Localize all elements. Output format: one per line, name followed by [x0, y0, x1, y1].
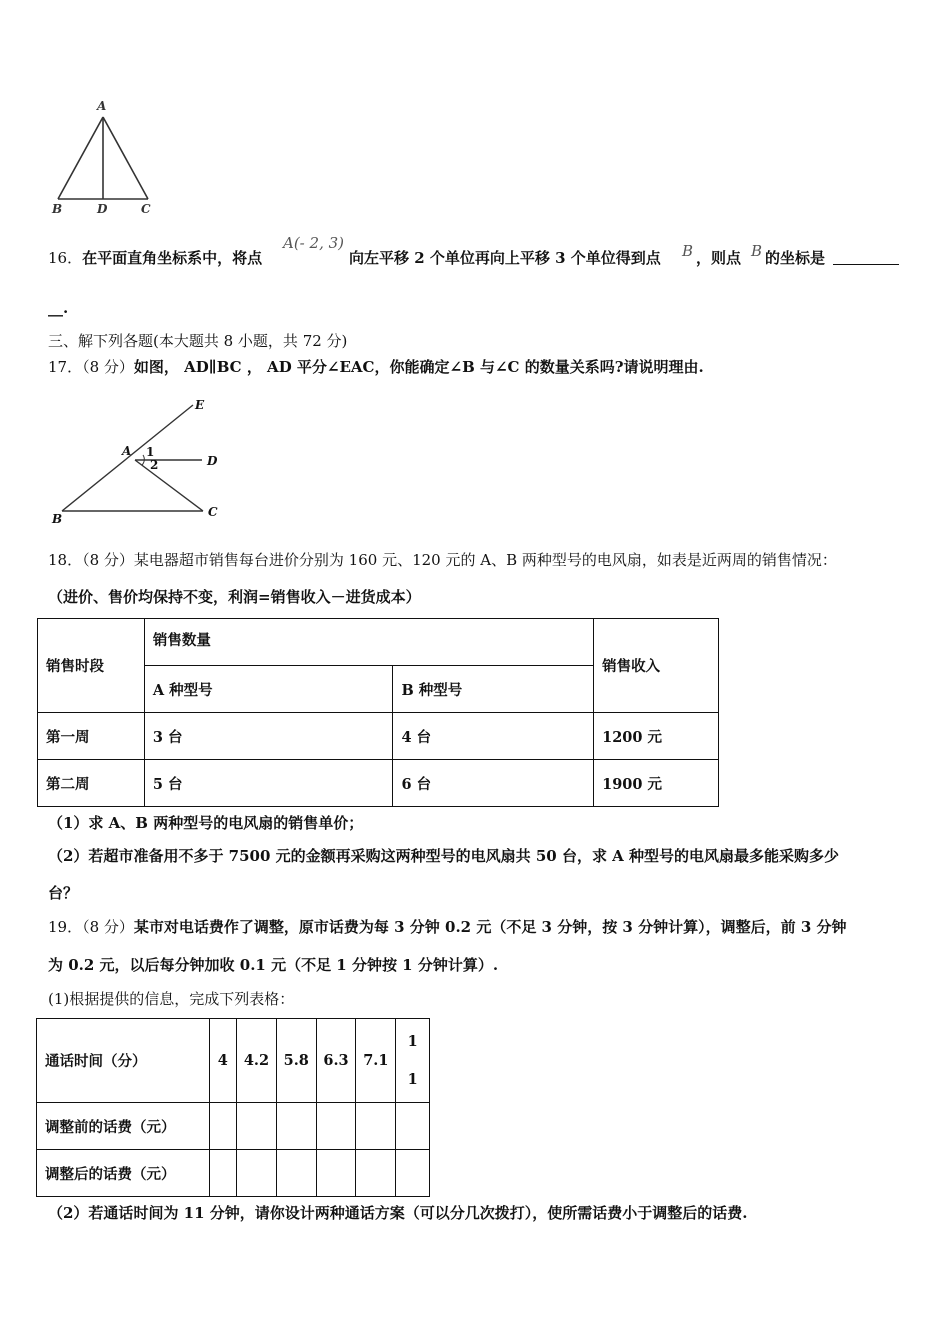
label-a: A	[97, 99, 107, 113]
table-row	[37, 1150, 430, 1197]
q16-text-2: 向左平移 2 个单位再向上平移 3 个单位得到点	[349, 249, 661, 267]
q18-note: （进价、售价均保持不变，利润=销售收入－进货成本）	[48, 588, 421, 606]
q16-point-a: A(- 2, 3)	[283, 234, 344, 252]
row-label-after: 调整后的话费（元）	[37, 1150, 210, 1197]
header-time: 通话时间（分）	[37, 1019, 210, 1103]
label-a: A	[122, 444, 132, 458]
q16-text-1: 在平面直角坐标系中，将点	[82, 249, 263, 267]
empty-cell	[209, 1150, 237, 1197]
table-row	[38, 713, 719, 760]
cell-a: 5 台	[144, 760, 393, 807]
header-qty: 销售数量	[144, 619, 593, 666]
q16-answer-blank	[833, 264, 899, 265]
segment-ab	[58, 117, 103, 199]
q18-sub2b: 台？	[48, 884, 79, 902]
q16-point-b: B	[682, 242, 694, 260]
q16-line	[48, 248, 262, 268]
label-d: D	[207, 454, 218, 468]
empty-cell	[316, 1103, 356, 1150]
q18-sales-table	[37, 618, 719, 807]
q19-line-1	[48, 917, 846, 937]
q16-blank-end: __.	[48, 299, 69, 317]
q19-score: （8 分）	[82, 918, 134, 936]
empty-cell	[316, 1150, 356, 1197]
header-period: 销售时段	[38, 619, 145, 713]
segment-ac	[135, 460, 203, 511]
angle-figure-eadbc	[45, 392, 235, 532]
header-type-a: A 种型号	[144, 666, 393, 713]
segment-ac	[103, 117, 148, 199]
label-c: C	[208, 505, 218, 519]
cell-b: 4 台	[393, 713, 594, 760]
empty-cell	[276, 1150, 316, 1197]
q16-number: 16．	[48, 249, 83, 267]
header-type-b: B 种型号	[393, 666, 594, 713]
time-digit-bottom: 1	[407, 1070, 418, 1088]
label-e: E	[195, 398, 205, 412]
q17-score: （8 分）	[82, 358, 134, 376]
triangle-figure-abd	[48, 96, 168, 221]
label-c: C	[141, 202, 151, 216]
q19-text-1: 某市对电话费作了调整，原市话费为每 3 分钟 0.2 元（不足 3 分钟，按 3 分钟计算），调整后，前 3 分钟	[133, 918, 847, 936]
time-cell: 4	[209, 1019, 237, 1103]
time-digit-top: 1	[407, 1032, 418, 1050]
time-cell: 6.3	[316, 1019, 356, 1103]
cell-b: 6 台	[393, 760, 594, 807]
time-cell-last	[396, 1019, 430, 1103]
label-d: D	[97, 202, 108, 216]
q18-sub2a: （2）若超市准备用不多于 7500 元的金额再采购这两种型号的电风扇共 50 台，求 A 种型号的电风扇最多能采购多少	[48, 847, 840, 865]
cell-a: 3 台	[144, 713, 393, 760]
segment-b-e	[62, 405, 193, 511]
time-cell: 7.1	[356, 1019, 396, 1103]
q19-text-2: 为 0.2 元，以后每分钟加收 0.1 元（不足 1 分钟按 1 分钟计算）.	[48, 956, 499, 974]
label-b: B	[52, 512, 63, 526]
label-angle-2: 2	[150, 458, 159, 472]
time-cell: 4.2	[237, 1019, 277, 1103]
row-label: 第一周	[38, 713, 145, 760]
q19-number: 19．	[48, 918, 83, 936]
label-angle-1: 1	[146, 445, 155, 459]
cell-revenue: 1200 元	[594, 713, 719, 760]
label-b: B	[52, 202, 63, 216]
q18-sub1: （1）求 A、B 两种型号的电风扇的销售单价；	[48, 814, 364, 832]
q17-line	[48, 357, 704, 377]
q18-score: （8 分）	[82, 551, 134, 569]
q18-text: 某电器超市销售每台进价分别为 160 元、120 元的 A、B 两种型号的电风扇，如表是近两周的销售情况：	[133, 551, 837, 569]
row-label: 第二周	[38, 760, 145, 807]
q16-point-b-2: B	[751, 242, 763, 260]
section-3-heading: 三、解下列各题(本大题共 8 小题，共 72 分)	[48, 332, 348, 350]
time-cell: 5.8	[276, 1019, 316, 1103]
empty-cell	[237, 1150, 277, 1197]
cell-revenue: 1900 元	[594, 760, 719, 807]
empty-cell	[396, 1150, 430, 1197]
q19-sub2: （2）若通话时间为 11 分钟，请你设计两种通话方案（可以分几次拨打），使所需话费小于调整后的话费.	[48, 1204, 748, 1222]
q16-text-4: 的坐标是	[765, 249, 826, 267]
empty-cell	[237, 1103, 277, 1150]
q16-text-3: ，则点	[696, 249, 742, 267]
row-label-before: 调整前的话费（元）	[37, 1103, 210, 1150]
empty-cell	[276, 1103, 316, 1150]
q19-sub1: (1)根据提供的信息，完成下列表格：	[48, 990, 295, 1008]
header-revenue: 销售收入	[594, 619, 719, 713]
q17-number: 17．	[48, 358, 83, 376]
empty-cell	[356, 1150, 396, 1197]
q18-line	[48, 550, 837, 570]
empty-cell	[209, 1103, 237, 1150]
table-row	[38, 760, 719, 807]
empty-cell	[356, 1103, 396, 1150]
q19-fee-table	[36, 1018, 430, 1197]
empty-cell	[396, 1103, 430, 1150]
table-row	[37, 1103, 430, 1150]
q17-text: 如图， AD∥BC ， AD 平分∠EAC，你能确定∠B 与∠C 的数量关系吗?请说明理由.	[133, 358, 704, 376]
q18-number: 18．	[48, 551, 83, 569]
